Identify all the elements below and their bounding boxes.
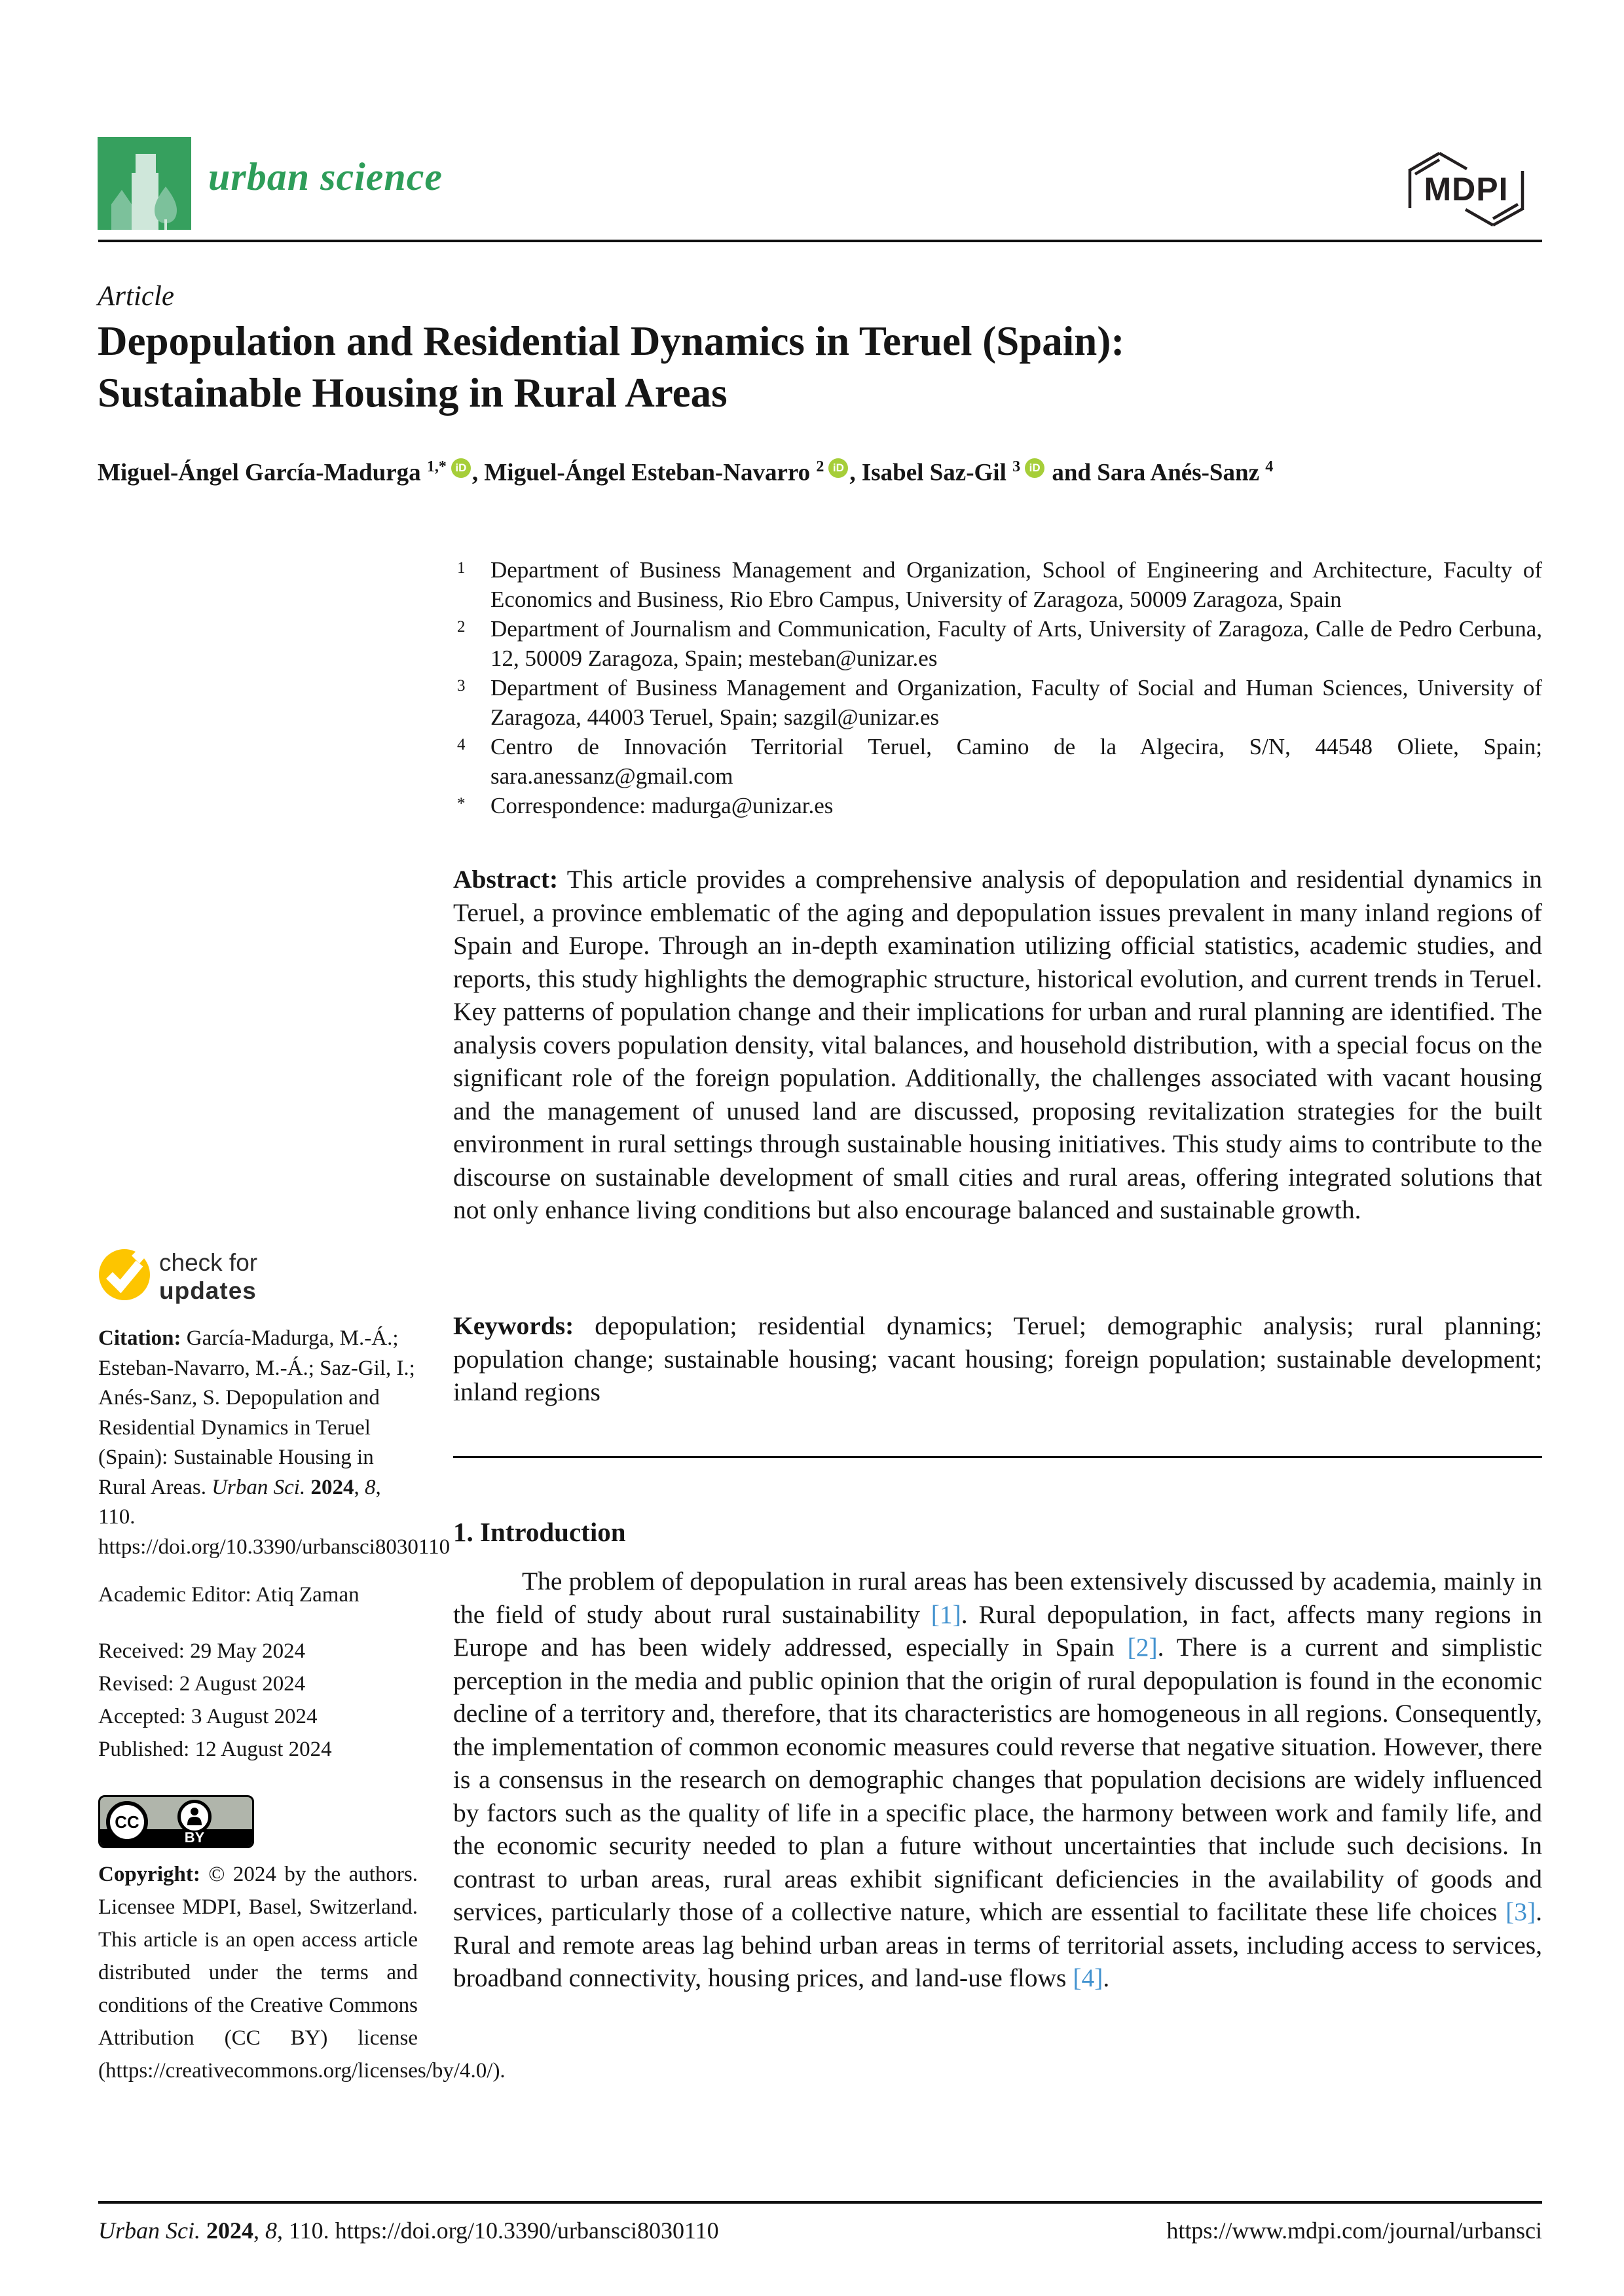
keywords-divider [453,1456,1542,1458]
author-affiliation-sup: 3 [1012,458,1021,475]
affiliation-number: 1 [457,559,466,577]
affiliation-list [453,555,1542,820]
abstract-text: This article provides a comprehensive analysis of depopulation and residential dynamics in Teruel, a province emblematic of the aging and depopulation issues prevalent in many inland regions of Spain and Europe. Through an in-depth examination utilizing official statistics, academic studies, and reports, this study highlights the demographic structure, historical evolution, and current trends in Teruel. Key patterns of population change and their implications for urban and rural planning are identified. The analysis covers population density, vital balances, and household distribution, with a special focus on the significant role of the foreign population. Additionally, the challenges associated with vacant housing and the management of unused land are discussed, proposing revitalization strategies for the built environment in rural settings through sustainable housing initiatives. This study aims to contribute to the discourse on sustainable development of small cities and rural areas, offering integrated solutions that not only enhance living conditions but also encourage balanced and sustainable growth. [453,865,1542,1224]
keywords [453,1309,1542,1409]
affiliation-text: Department of Business Management and Organization, Faculty of Social and Human Sciences, University of Zaragoza, 44003 Teruel, Spain; sazgil@unizar.es [490,675,1542,730]
crossmark-check-icon [99,1249,150,1300]
affiliation-number: * [457,795,466,812]
svg-text:MDPI: MDPI [1424,171,1509,208]
affiliation-number: 4 [457,736,466,754]
abstract [453,863,1542,1227]
text-segment: , [253,2217,265,2244]
copyright-block [98,1858,506,2087]
date-row: Published: 12 August 2024 [98,1738,332,1761]
text-segment: 8 [364,1475,376,1499]
orcid-icon[interactable]: iD [451,458,471,478]
date-row: Received: 29 May 2024 [98,1639,306,1663]
urban-science-logo-icon [98,137,191,230]
header-divider [98,240,1542,242]
article-type-label: Article [98,281,175,312]
affiliation-number: 2 [457,618,466,636]
footer-citation[interactable] [98,2217,719,2244]
affiliation-item [453,673,1542,732]
orcid-icon[interactable]: iD [828,458,848,478]
affiliation-text: Department of Business Management and Organization, School of Engineering and Architecture, Faculty of Economics and Business, Rio Ebro Campus, University of Zaragoza, 50009 Zaragoza, Spain [490,557,1542,612]
abstract-label: Abstract: [453,865,559,894]
section-heading-introduction: 1. Introduction [453,1517,626,1547]
reference-link[interactable]: [2] [1127,1633,1158,1662]
footer-divider [98,2201,1542,2204]
date-row: Revised: 2 August 2024 [98,1672,306,1696]
author-separator: , [849,459,862,486]
updates-text: updates [159,1277,257,1304]
author-name: Miguel-Ángel Esteban-Navarro [484,459,817,486]
text-segment: Urban Sci. [98,2217,206,2244]
author-name: Sara Anés-Sanz [1097,459,1266,486]
check-for-updates-label [159,1248,257,1305]
affiliation-text: Correspondence: madurga@unizar.es [490,793,834,818]
text-segment: Copyright: [98,1863,209,1886]
title-line-2: Sustainable Housing in Rural Areas [98,370,728,416]
text-segment: , 110. https://doi.org/10.3390/urbansci8030110 [98,1475,451,1559]
cc-by-label: BY [184,1829,205,1846]
affiliation-item [453,614,1542,673]
article-dates [98,1635,418,1766]
text-segment: , 110. https://doi.org/10.3390/urbansci8030110 [277,2217,719,2244]
text-segment: 2024 [206,2217,253,2244]
text-segment: 2024 [310,1475,354,1499]
affiliation-number: 3 [457,677,466,695]
check-for-text: check for [159,1249,258,1276]
date-row: Accepted: 3 August 2024 [98,1705,318,1728]
affiliation-item [453,555,1542,614]
text-segment: . Rural and remote areas lag behind urban areas in terms of territorial assets, including access to services, broadband connectivity, housing prices, and land-use flows [453,1897,1542,1992]
mdpi-logo-icon[interactable] [1408,149,1526,229]
affiliation-text: Department of Journalism and Communication, Faculty of Arts, University of Zaragoza, Calle de Pedro Cerbuna, 12, 50009 Zaragoza, Spain; mesteban@unizar.es [490,616,1542,671]
text-segment: , [354,1475,365,1499]
keywords-text: depopulation; residential dynamics; Teruel; demographic analysis; rural planning; population change; sustainable housing; vacant housing; foreign population; sustainable development; inland regions [453,1311,1542,1406]
affiliation-item [453,791,1542,820]
reference-link[interactable]: [3] [1505,1897,1536,1926]
author-separator: and [1046,459,1098,486]
author-affiliation-sup: 4 [1265,458,1274,475]
affiliation-text: Centro de Innovación Territorial Teruel, Camino de la Algecira, S/N, 44548 Oliete, Spain; sara.anessanz@gmail.com [490,734,1542,789]
text-segment: The problem of depopulation in rural areas has been extensively discussed by academia, mainly in the field of study about rural sustainability [453,1567,1542,1629]
page-title [98,316,1548,419]
title-line-1: Depopulation and Residential Dynamics in Teruel (Spain): [98,318,1125,364]
text-segment: © 2024 by the authors. Licensee MDPI, Basel, Switzerland. This article is an open access article distributed under the terms and conditions of the Creative Commons Attribution (CC BY) license (https://creativecommons.org/licenses/by/4.0/). [98,1863,506,2083]
cc-icon: CC [106,1801,148,1843]
academic-editor-line: Academic Editor: Atiq Zaman [98,1583,360,1607]
author-name: Miguel-Ángel García-Madurga [98,459,427,486]
text-segment: . Rural depopulation, in fact, affects many regions in Europe and has been widely addressed, especially in Spain [453,1599,1542,1662]
author-affiliation-sup: 2 [816,458,824,475]
introduction-paragraph [453,1565,1542,1995]
footer-journal-url[interactable]: https://www.mdpi.com/journal/urbansci [1166,2217,1542,2244]
text-segment: Urban Sci. [212,1475,311,1499]
author-name: Isabel Saz-Gil [861,459,1013,486]
keywords-label: Keywords: [453,1311,574,1340]
authors-line [98,458,1591,486]
author-affiliation-sup: 1,* [426,458,447,475]
cc-by-license-badge[interactable] [98,1795,254,1848]
text-segment: Citation: [98,1326,187,1350]
reference-link[interactable]: [1] [931,1599,961,1629]
reference-link[interactable]: [4] [1073,1963,1103,1992]
text-segment: García-Madurga, M.-Á.; Esteban-Navarro, M.-Á.; Saz-Gil, I.; Anés-Sanz, S. Depopulation and Residential Dynamics in Teruel (Spain): Sustainable Housing in Rural Areas. [98,1326,415,1499]
check-for-updates-badge[interactable] [98,1247,418,1309]
journal-name: urban science [208,155,443,198]
citation-block [98,1324,451,1562]
text-segment: . [1103,1963,1110,1992]
author-separator: , [471,459,485,486]
orcid-icon[interactable]: iD [1025,458,1044,478]
text-segment: 8 [265,2217,277,2244]
affiliation-item [453,732,1542,791]
text-segment: . There is a current and simplistic perception in the media and public opinion that the origin of rural depopulation is found in the economic decline of a territory and, therefore, that its characteristics are homogeneous in all regions. Consequently, the implementation of common economic measures could reverse that negative situation. However, there is a consensus in the research on demographic changes that population decisions are widely influenced by factors such as the quality of life in a specific place, the harmony between work and family life, and the economic security needed to plan a future without uncertainties that include such decisions. In contrast to urban areas, rural areas exhibit significant deficiencies in the availability of goods and services, particularly those of a collective nature, which are essential to facilitate these life choices [453,1633,1543,1926]
